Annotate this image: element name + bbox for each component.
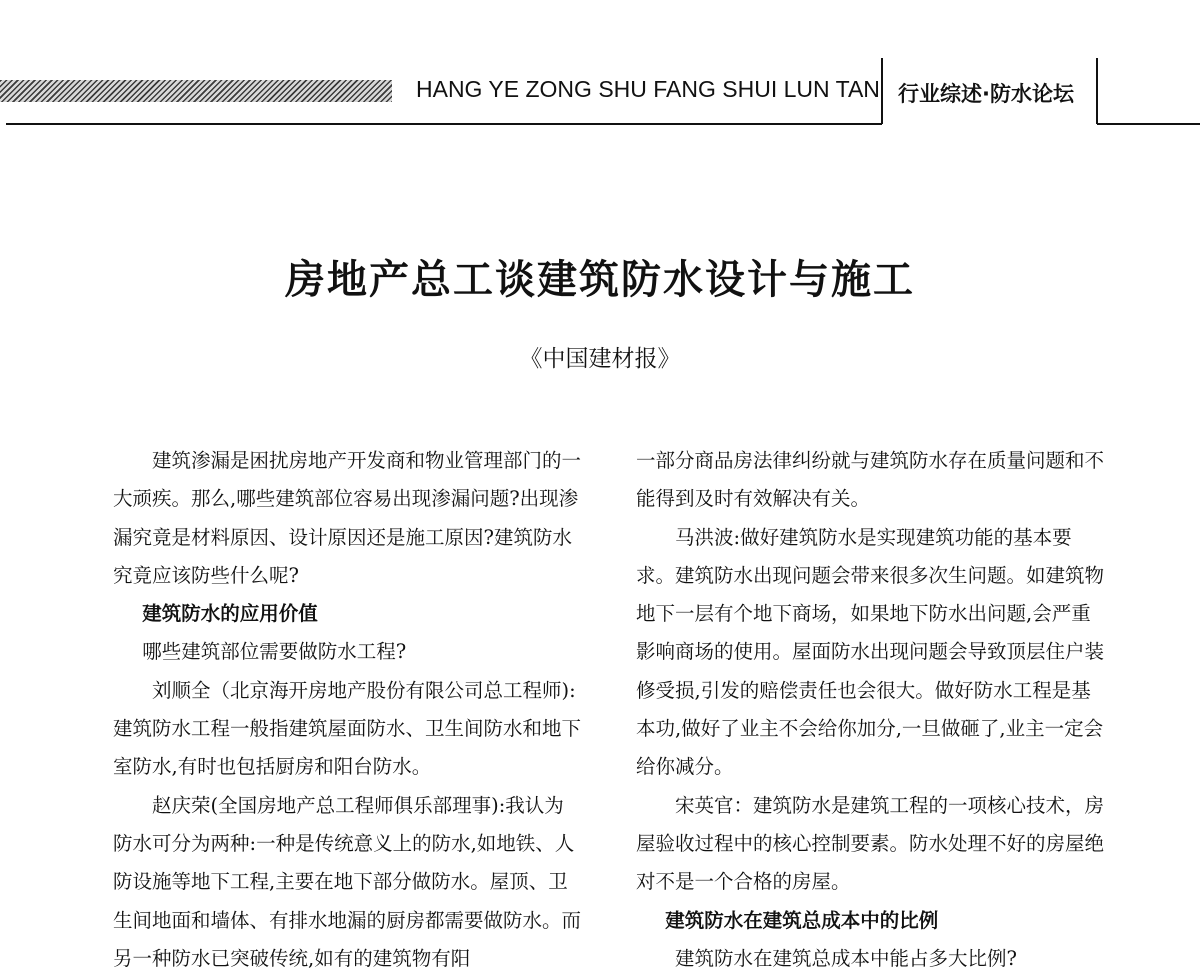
decorative-hatch-bar xyxy=(0,80,392,102)
paragraph-song-yingguan: 宋英官：建筑防水是建筑工程的一项核心技术，房屋验收过程中的核心控制要素。防水处理不好的房屋绝对不是一个合格的房屋。 xyxy=(636,793,1105,894)
paragraph-liu-shunquan: 刘顺全（北京海开房地产股份有限公司总工程师):建筑防水工程一般指建筑屋面防水、卫生间防水和地下室防水,有时也包括厨房和阳台防水。 xyxy=(113,678,582,779)
header-rule-right xyxy=(1097,123,1200,125)
left-column xyxy=(113,442,583,978)
paragraph-ma-hongbo: 马洪波:做好建筑防水是实现建筑功能的基本要求。建筑防水出现问题会带来很多次生问题。如建筑物地下一层有个地下商场，如果地下防水出问题,会严重影响商场的使用。屋面防水出现问题会导致顶层住户装修受损,引发的赔偿责任也会很大。做好防水工程是基本功,做好了业主不会给你加分,一旦做砸了,业主一定会给你减分。 xyxy=(636,525,1105,779)
header-divider-left xyxy=(881,58,883,124)
section-heading: 建筑防水的应用价值 xyxy=(142,602,318,626)
paragraph-zhao-qingrong: 赵庆荣(全国房地产总工程师俱乐部理事):我认为防水可分为两种:一种是传统意义上的防水,如地铁、人防设施等地下工程,主要在地下部分做防水。屋顶、卫生间地面和墙体、有排水地漏的厨房都需要做防水。而另一种防水已突破传统,如有的建筑物有阳 xyxy=(113,793,582,970)
article-title: 房地产总工谈建筑防水设计与施工 xyxy=(285,256,915,303)
article-source: 《中国建材报》 xyxy=(519,346,681,372)
running-head-chinese: 行业综述·防水论坛 xyxy=(898,82,1074,106)
right-column xyxy=(636,442,1106,978)
paragraph-intro: 建筑渗漏是困扰房地产开发商和物业管理部门的一大顽疾。那么,哪些建筑部位容易出现渗漏问题?出现渗漏究竟是材料原因、设计原因还是施工原因?建筑防水究竟应该防些什么呢? xyxy=(113,449,582,587)
question-line: 哪些建筑部位需要做防水工程? xyxy=(142,640,407,664)
header-divider-right xyxy=(1096,58,1098,124)
running-head-english: HANG YE ZONG SHU FANG SHUI LUN TAN xyxy=(416,76,880,102)
section-heading: 建筑防水在建筑总成本中的比例 xyxy=(665,908,939,932)
question-line: 建筑防水在建筑总成本中能占多大比例? xyxy=(675,946,1017,970)
header-rule-left xyxy=(6,123,882,125)
paragraph-continued: 一部分商品房法律纠纷就与建筑防水存在质量问题和不能得到及时有效解决有关。 xyxy=(636,449,1105,511)
